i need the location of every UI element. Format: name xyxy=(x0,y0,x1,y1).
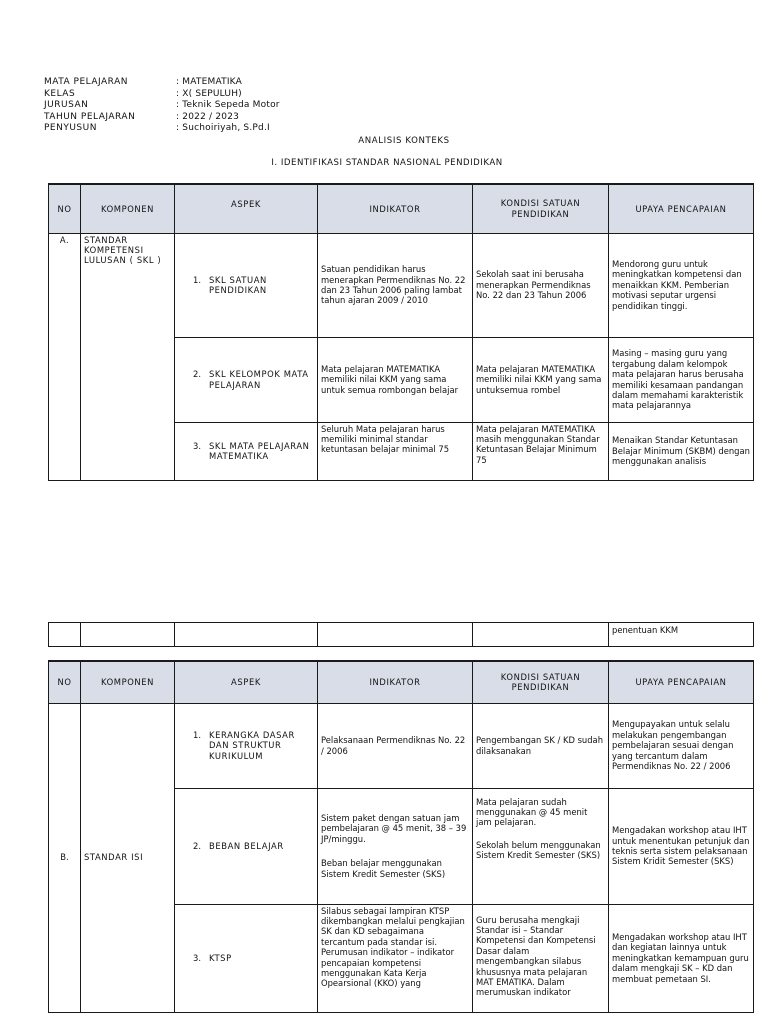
aspek-text: KTSP xyxy=(209,952,232,963)
document-subtitle: I. IDENTIFIKASI STANDAR NASIONAL PENDIDIKAN xyxy=(271,158,503,168)
upaya-cell: Mengadakan workshop atau IHT dan kegiatan lainnya untuk meningkatkan kemampuan guru dalam mengkaji SK – KD dan membuat pemetaan SI. xyxy=(609,904,754,1012)
section-komponen: STANDAR ISI xyxy=(81,703,175,1012)
upaya-cell: Menaikan Standar Ketuntasan Belajar Minimum (SKBM) dengan menggunakan analisis xyxy=(609,422,754,480)
col-header-no: NO xyxy=(49,184,81,233)
aspek-text: KERANGKA DASAR DAN STRUKTUR KURIKULUM xyxy=(209,729,295,761)
col-header-upaya: UPAYA PENCAPAIAN xyxy=(609,661,754,703)
aspek-cell xyxy=(175,337,318,422)
aspek-cell xyxy=(175,904,318,1012)
upaya-cell: penentuan KKM xyxy=(609,623,754,647)
document-title: ANALISIS KONTEKS xyxy=(358,136,450,146)
empty-cell xyxy=(473,623,609,647)
kondisi-cell xyxy=(473,788,609,904)
table-standar-isi xyxy=(48,660,754,1013)
col-header-indikator: INDIKATOR xyxy=(318,661,473,703)
table-skl xyxy=(48,183,754,481)
aspek-cell xyxy=(175,422,318,480)
aspek-number: 2. xyxy=(193,369,201,380)
col-header-komponen: KOMPONEN xyxy=(81,184,175,233)
info-row-kelas xyxy=(44,89,280,101)
aspek-text: BEBAN BELAJAR xyxy=(209,840,284,851)
col-header-aspek: ASPEK xyxy=(175,184,318,233)
upaya-cell: Mendorong guru untuk meningkatkan kompetensi dan menaikkan KKM. Pemberian motivasi seputar urgensi pendidikan tinggi. xyxy=(609,233,754,337)
kondisi-cell: Guru berusaha mengkaji Standar isi – Standar Kompetensi dan Kompetensi Dasar dalam mengembangkan silabus khususnya mata pelajaran MAT EMATIKA. Dalam merumuskan indikator xyxy=(473,904,609,1012)
aspek-cell xyxy=(175,233,318,337)
indikator-paragraph: Beban belajar menggunakan Sistem Kredit Semester (SKS) xyxy=(321,858,446,879)
table-header-row xyxy=(49,184,754,233)
info-row-jurusan xyxy=(44,100,280,112)
info-value: : Suchoiriyah, S.Pd.I xyxy=(176,123,270,133)
upaya-cell: Mengadakan workshop atau IHT untuk menentukan petunjuk dan teknis serta sistem pelaksanaan Sistem Kridit Semester (SKS) xyxy=(609,788,754,904)
col-header-upaya: UPAYA PENCAPAIAN xyxy=(609,184,754,233)
aspek-text: SKL KELOMPOK MATA PELAJARAN xyxy=(209,369,309,390)
indikator-cell: Pelaksanaan Permendiknas No. 22 / 2006 xyxy=(318,703,473,788)
upaya-cell: Masing – masing guru yang tergabung dalam kelompok mata pelajaran harus berusaha memiliki kesamaan pandangan dalam memahami karakteristik mata pelajarannya xyxy=(609,337,754,422)
aspek-text: SKL MATA PELAJARAN MATEMATIKA xyxy=(209,440,310,461)
col-header-indikator: INDIKATOR xyxy=(318,184,473,233)
table-skl-continued xyxy=(48,622,754,647)
indikator-cell xyxy=(318,788,473,904)
info-row-penyusun xyxy=(44,123,280,135)
kondisi-cell: Mata pelajaran MATEMATIKA memiliki nilai KKM yang sama untuksemua rombel xyxy=(473,337,609,422)
info-key: PENYUSUN xyxy=(44,123,97,133)
kondisi-cell: Sekolah saat ini berusaha menerapkan Permendiknas No. 22 dan 23 Tahun 2006 xyxy=(473,233,609,337)
info-key: JURUSAN xyxy=(44,100,89,110)
kondisi-paragraph: Sekolah belum menggunakan Sistem Kredit Semester (SKS) xyxy=(476,839,601,861)
table-row xyxy=(49,233,754,337)
aspek-number: 3. xyxy=(193,952,201,963)
info-value: : Teknik Sepeda Motor xyxy=(176,100,280,110)
table-header-row xyxy=(49,661,754,703)
info-value: : 2022 / 2023 xyxy=(176,111,240,122)
col-header-kondisi: KONDISI SATUAN PENDIDIKAN xyxy=(473,184,609,233)
aspek-number: 1. xyxy=(193,274,201,285)
info-row-mapel xyxy=(44,77,280,89)
empty-cell xyxy=(81,623,175,647)
indikator-cell: Mata pelajaran MATEMATIKA memiliki nilai KKM yang sama untuk semua rombongan belajar xyxy=(318,337,473,422)
col-header-komponen: KOMPONEN xyxy=(81,661,175,703)
table-row xyxy=(49,703,754,788)
aspek-text: SKL SATUAN PENDIDIKAN xyxy=(209,274,267,295)
col-header-aspek: ASPEK xyxy=(175,661,318,703)
section-number: B. xyxy=(49,703,81,1012)
aspek-number: 3. xyxy=(193,440,201,451)
indikator-cell: Seluruh Mata pelajaran harus memiliki minimal standar ketuntasan belajar minimal 75 xyxy=(318,422,473,480)
info-key: TAHUN PELAJARAN xyxy=(44,111,136,122)
document-info xyxy=(44,77,280,135)
kondisi-paragraph: Mata pelajaran sudah menggunakan @ 45 menit jam pelajaran. xyxy=(476,796,588,828)
info-key: KELAS xyxy=(44,88,76,99)
indikator-paragraph: Sistem paket dengan satuan jam pembelajaran @ 45 menit, 38 – 39 JP/minggu. xyxy=(321,812,467,844)
indikator-cell: Silabus sebagai lampiran KTSP dikembangkan melalui pengkajian SK dan KD sebagaimana tercantum pada standar isi. Perumusan indikator – indikator pencapaian kompetensi menggunakan Kata Kerja Opearsional (KKO) yang xyxy=(318,904,473,1012)
aspek-cell xyxy=(175,788,318,904)
kondisi-cell: Mata pelajaran MATEMATIKA masih menggunakan Standar Ketuntasan Belajar Minimum 75 xyxy=(473,422,609,480)
col-header-kondisi: KONDISI SATUAN PENDIDIKAN xyxy=(473,661,609,703)
indikator-cell: Satuan pendidikan harus menerapkan Permendiknas No. 22 dan 23 Tahun 2006 paling lambat tahun ajaran 2009 / 2010 xyxy=(318,233,473,337)
section-number: A. xyxy=(49,233,81,480)
upaya-cell: Mengupayakan untuk selalu melakukan pengembangan pembelajaran sesuai dengan yang tercantum dalam Permendiknas No. 22 / 2006 xyxy=(609,703,754,788)
empty-cell xyxy=(49,623,81,647)
info-value: : X( SEPULUH) xyxy=(176,88,242,99)
table-row xyxy=(49,623,754,647)
info-key: MATA PELAJARAN xyxy=(44,77,128,87)
info-value: : MATEMATIKA xyxy=(176,77,242,87)
col-header-no: NO xyxy=(49,661,81,703)
section-komponen: STANDAR KOMPETENSI LULUSAN ( SKL ) xyxy=(81,233,175,480)
info-row-tahun xyxy=(44,112,280,124)
empty-cell xyxy=(318,623,473,647)
kondisi-cell: Pengembangan SK / KD sudah dilaksanakan xyxy=(473,703,609,788)
empty-cell xyxy=(175,623,318,647)
aspek-number: 2. xyxy=(193,840,201,851)
aspek-cell xyxy=(175,703,318,788)
aspek-number: 1. xyxy=(193,729,201,740)
